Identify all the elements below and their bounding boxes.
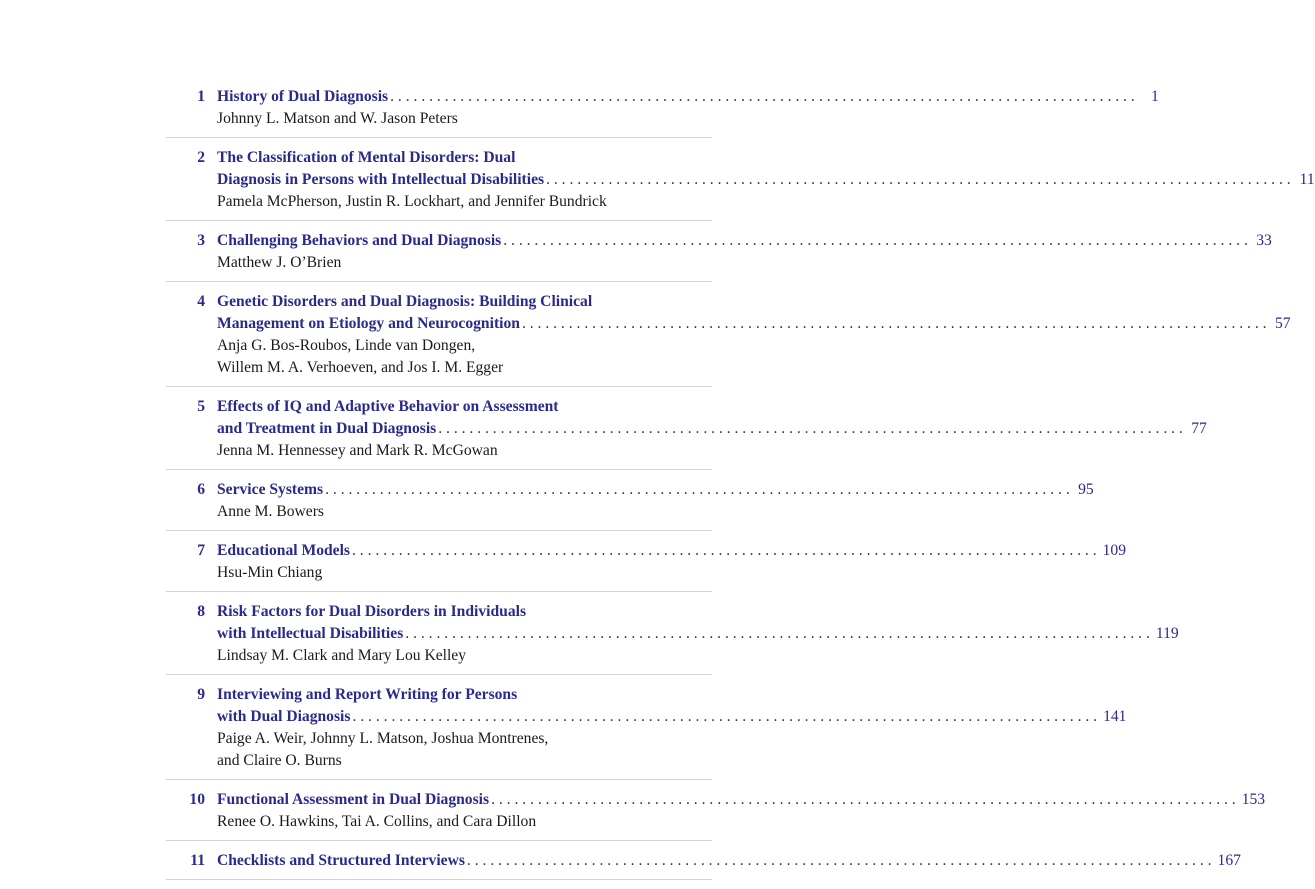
chapter-title-line[interactable] bbox=[217, 313, 1291, 335]
chapter-title-text[interactable]: and Treatment in Dual Diagnosis bbox=[217, 420, 437, 437]
dot-leader bbox=[352, 540, 1097, 562]
page-number[interactable]: 1 bbox=[1150, 88, 1159, 105]
chapter-title-text[interactable]: The Classification of Mental Disorders: Dual bbox=[217, 149, 516, 166]
chapter-title-line[interactable] bbox=[217, 230, 1272, 252]
chapter-body bbox=[205, 479, 1094, 523]
toc-entry[interactable] bbox=[166, 540, 1126, 592]
chapter-number: 5 bbox=[197, 398, 205, 415]
dot-leader bbox=[438, 418, 1183, 440]
chapter-title-line[interactable] bbox=[217, 789, 1265, 811]
table-of-contents bbox=[166, 86, 1315, 889]
chapter-authors: Anja G. Bos-Roubos, Linde van Dongen, bbox=[217, 337, 476, 354]
dot-leader bbox=[522, 313, 1267, 335]
chapter-title-text[interactable]: with Dual Diagnosis bbox=[217, 708, 351, 725]
toc-entry[interactable] bbox=[166, 789, 1266, 841]
page-number[interactable]: 95 bbox=[1078, 481, 1094, 498]
chapter-title-line[interactable] bbox=[217, 684, 1126, 706]
chapter-number: 9 bbox=[197, 686, 205, 703]
chapter-authors: Lindsay M. Clark and Mary Lou Kelley bbox=[217, 647, 467, 664]
chapter-title-text[interactable]: Challenging Behaviors and Dual Diagnosis bbox=[217, 232, 502, 249]
page-number[interactable]: 57 bbox=[1274, 315, 1291, 332]
chapter-title-text[interactable]: Diagnosis in Persons with Intellectual Disabilities bbox=[217, 171, 545, 188]
toc-entry[interactable] bbox=[166, 147, 1315, 221]
chapter-authors: Matthew J. O’Brien bbox=[217, 254, 342, 271]
chapter-number: 11 bbox=[190, 852, 205, 869]
chapter-number: 10 bbox=[189, 791, 205, 808]
chapter-title-text[interactable]: Functional Assessment in Dual Diagnosis bbox=[217, 791, 490, 808]
dot-leader bbox=[467, 850, 1212, 872]
chapter-authors: Jenna M. Hennessey and Mark R. McGowan bbox=[217, 442, 498, 459]
chapter-title-text[interactable]: Effects of IQ and Adaptive Behavior on Assessment bbox=[217, 398, 559, 415]
chapter-body bbox=[205, 540, 1126, 584]
chapter-body bbox=[205, 684, 1126, 772]
toc-entry[interactable] bbox=[166, 850, 1241, 880]
dot-leader bbox=[325, 479, 1070, 501]
page-number[interactable]: 109 bbox=[1102, 542, 1126, 559]
chapter-authors: Paige A. Weir, Johnny L. Matson, Joshua Montrenes, bbox=[217, 730, 549, 747]
chapter-body bbox=[205, 291, 1291, 379]
chapter-title-text[interactable]: Educational Models bbox=[217, 542, 350, 559]
chapter-body bbox=[205, 396, 1207, 462]
page-number[interactable]: 77 bbox=[1191, 420, 1207, 437]
chapter-title-line[interactable] bbox=[217, 479, 1094, 501]
chapter-body bbox=[205, 850, 1241, 872]
page-number[interactable]: 33 bbox=[1256, 232, 1272, 249]
toc-entry[interactable] bbox=[166, 601, 1179, 675]
chapter-body bbox=[205, 86, 1159, 130]
chapter-authors: Renee O. Hawkins, Tai A. Collins, and Cara Dillon bbox=[217, 813, 537, 830]
chapter-authors: Johnny L. Matson and W. Jason Peters bbox=[217, 110, 458, 127]
chapter-title-line[interactable] bbox=[217, 291, 1291, 313]
page-number[interactable]: 11 bbox=[1299, 171, 1315, 188]
dot-leader bbox=[491, 789, 1236, 811]
chapter-title-line[interactable] bbox=[217, 147, 1315, 169]
chapter-title-text[interactable]: History of Dual Diagnosis bbox=[217, 88, 389, 105]
chapter-number: 7 bbox=[197, 542, 205, 559]
dot-leader bbox=[352, 706, 1097, 728]
dot-leader bbox=[503, 230, 1248, 252]
dot-leader bbox=[405, 623, 1150, 645]
chapter-title-text[interactable]: with Intellectual Disabilities bbox=[217, 625, 404, 642]
chapter-title-line[interactable] bbox=[217, 169, 1315, 191]
toc-entry[interactable] bbox=[166, 479, 1094, 531]
toc-entry[interactable] bbox=[166, 230, 1272, 282]
toc-entry[interactable] bbox=[166, 86, 1159, 138]
chapter-title-text[interactable]: Genetic Disorders and Dual Diagnosis: Building Clinical bbox=[217, 293, 593, 310]
chapter-body bbox=[205, 147, 1315, 213]
toc-entry[interactable] bbox=[166, 396, 1207, 470]
page-number[interactable]: 119 bbox=[1155, 625, 1179, 642]
chapter-title-text[interactable]: Management on Etiology and Neurocognition bbox=[217, 315, 520, 332]
chapter-title-line[interactable] bbox=[217, 396, 1207, 418]
chapter-authors: Pamela McPherson, Justin R. Lockhart, and Jennifer Bundrick bbox=[217, 193, 607, 210]
dot-leader bbox=[546, 169, 1291, 191]
chapter-title-line[interactable] bbox=[217, 850, 1241, 872]
chapter-number: 2 bbox=[197, 149, 205, 166]
chapter-number: 3 bbox=[197, 232, 205, 249]
chapter-title-text[interactable]: Service Systems bbox=[217, 481, 324, 498]
chapter-authors: Anne M. Bowers bbox=[217, 503, 324, 520]
chapter-authors: and Claire O. Burns bbox=[217, 752, 342, 769]
chapter-number: 4 bbox=[197, 293, 205, 310]
chapter-number: 6 bbox=[197, 481, 205, 498]
chapter-title-line[interactable] bbox=[217, 86, 1159, 108]
toc-entry[interactable] bbox=[166, 684, 1127, 780]
chapter-body bbox=[205, 601, 1179, 667]
chapter-title-text[interactable]: Risk Factors for Dual Disorders in Individuals bbox=[217, 603, 527, 620]
page-number[interactable]: 153 bbox=[1241, 791, 1266, 808]
chapter-title-line[interactable] bbox=[217, 540, 1126, 562]
dot-leader bbox=[390, 86, 1135, 108]
chapter-authors: Hsu-Min Chiang bbox=[217, 564, 323, 581]
toc-entry[interactable] bbox=[166, 291, 1291, 387]
page-number[interactable]: 141 bbox=[1103, 708, 1127, 725]
chapter-body bbox=[205, 789, 1265, 833]
chapter-number: 1 bbox=[197, 88, 205, 105]
chapter-title-text[interactable]: Checklists and Structured Interviews bbox=[217, 852, 465, 869]
chapter-title-line[interactable] bbox=[217, 706, 1126, 728]
chapter-title-line[interactable] bbox=[217, 623, 1179, 645]
chapter-title-line[interactable] bbox=[217, 601, 1179, 623]
chapter-number: 8 bbox=[197, 603, 205, 620]
chapter-title-line[interactable] bbox=[217, 418, 1207, 440]
page-number[interactable]: 167 bbox=[1217, 852, 1241, 869]
chapter-body bbox=[205, 230, 1272, 274]
chapter-authors: Willem M. A. Verhoeven, and Jos I. M. Egger bbox=[217, 359, 504, 376]
chapter-title-text[interactable]: Interviewing and Report Writing for Persons bbox=[217, 686, 518, 703]
